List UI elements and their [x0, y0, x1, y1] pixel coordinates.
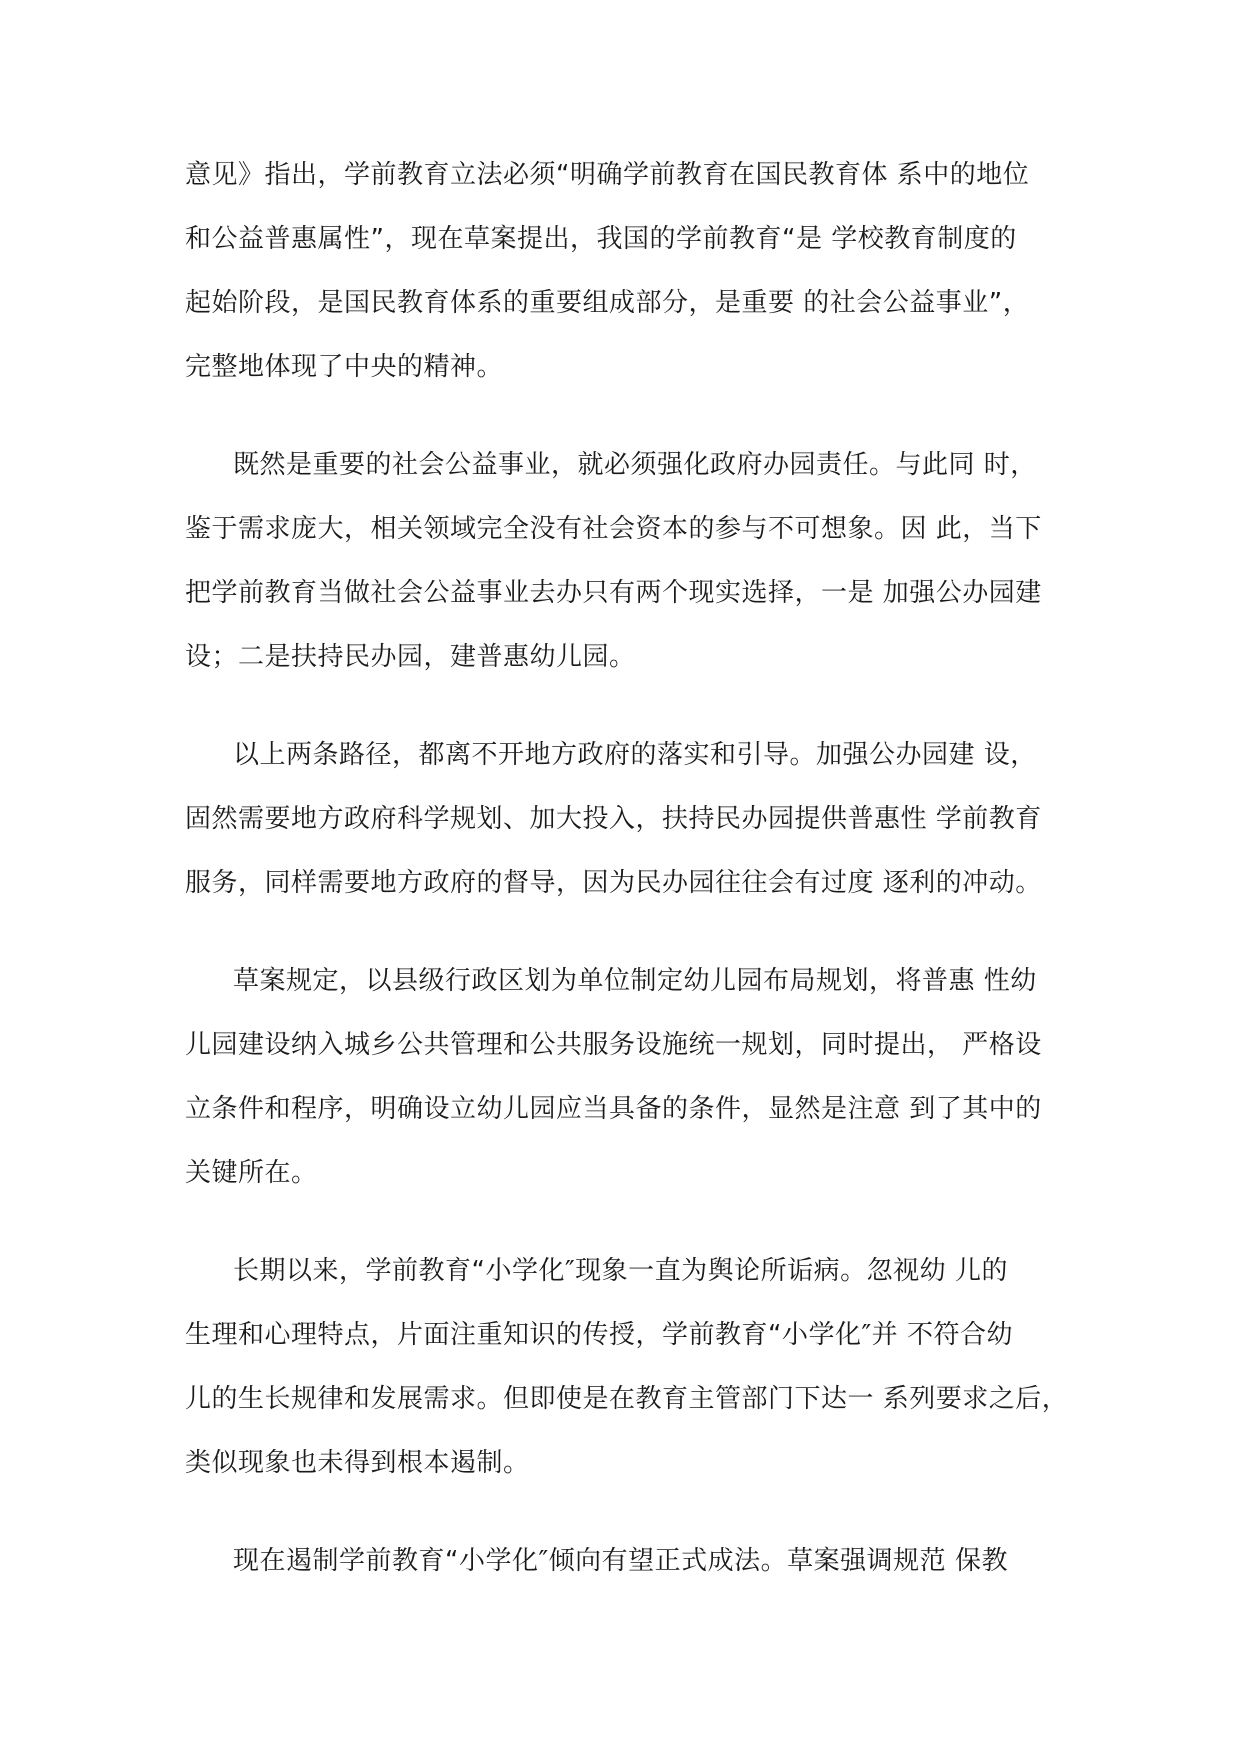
paragraph-2-line-1: 既然是重要的社会公益事业，就必须强化政府办园责任。与此同 时， [233, 450, 1037, 480]
paragraph-1-line-1: 意见》指出，学前教育立法必须“明确学前教育在国民教育体 系中的地位 [185, 160, 1030, 190]
paragraph-3-line-1: 以上两条路径，都离不开地方政府的落实和引导。加强公办园建 设， [233, 740, 1037, 770]
paragraph-5-line-2: 生理和心理特点，片面注重知识的传授，学前教育“小学化″并 不符合幼 [185, 1320, 1013, 1350]
paragraph-2-line-4: 设；二是扶持民办园，建普惠幼儿园。 [185, 642, 636, 672]
paragraph-5-line-3: 儿的生长规律和发展需求。但即使是在教育主管部门下达一 系列要求之后， [185, 1384, 1069, 1414]
paragraph-2-line-2: 鉴于需求庞大，相关领域完全没有社会资本的参与不可想象。因 此，当下 [185, 514, 1042, 544]
paragraph-5-line-4: 类似现象也未得到根本遏制。 [185, 1448, 530, 1478]
paragraph-3-line-2: 固然需要地方政府科学规划、加大投入，扶持民办园提供普惠性 学前教育 [185, 804, 1042, 834]
paragraph-4-line-4: 关键所在。 [185, 1158, 318, 1188]
paragraph-3-line-3: 服务，同样需要地方政府的督导，因为民办园往往会有过度 逐利的冲动。 [185, 868, 1042, 898]
paragraph-2-line-3: 把学前教育当做社会公益事业去办只有两个现实选择，一是 加强公办园建 [185, 578, 1042, 608]
paragraph-6-line-1: 现在遏制学前教育“小学化″倾向有望正式成法。草案强调规范 保教 [233, 1546, 1008, 1576]
paragraph-1-line-4: 完整地体现了中央的精神。 [185, 352, 504, 382]
paragraph-1-line-3: 起始阶段，是国民教育体系的重要组成部分，是重要 的社会公益事业”， [185, 288, 1030, 318]
paragraph-4-line-3: 立条件和程序，明确设立幼儿园应当具备的条件，显然是注意 到了其中的 [185, 1094, 1042, 1124]
paragraph-1-line-2: 和公益普惠属性”，现在草案提出，我国的学前教育“是 学校教育制度的 [185, 224, 1017, 254]
paragraph-4-line-1: 草案规定，以县级行政区划为单位制定幼儿园布局规划，将普惠 性幼 [233, 966, 1037, 996]
paragraph-5-line-1: 长期以来，学前教育“小学化″现象一直为舆论所诟病。忽视幼 儿的 [233, 1256, 1008, 1286]
paragraph-4-line-2: 儿园建设纳入城乡公共管理和公共服务设施统一规划，同时提出， 严格设 [185, 1030, 1042, 1060]
